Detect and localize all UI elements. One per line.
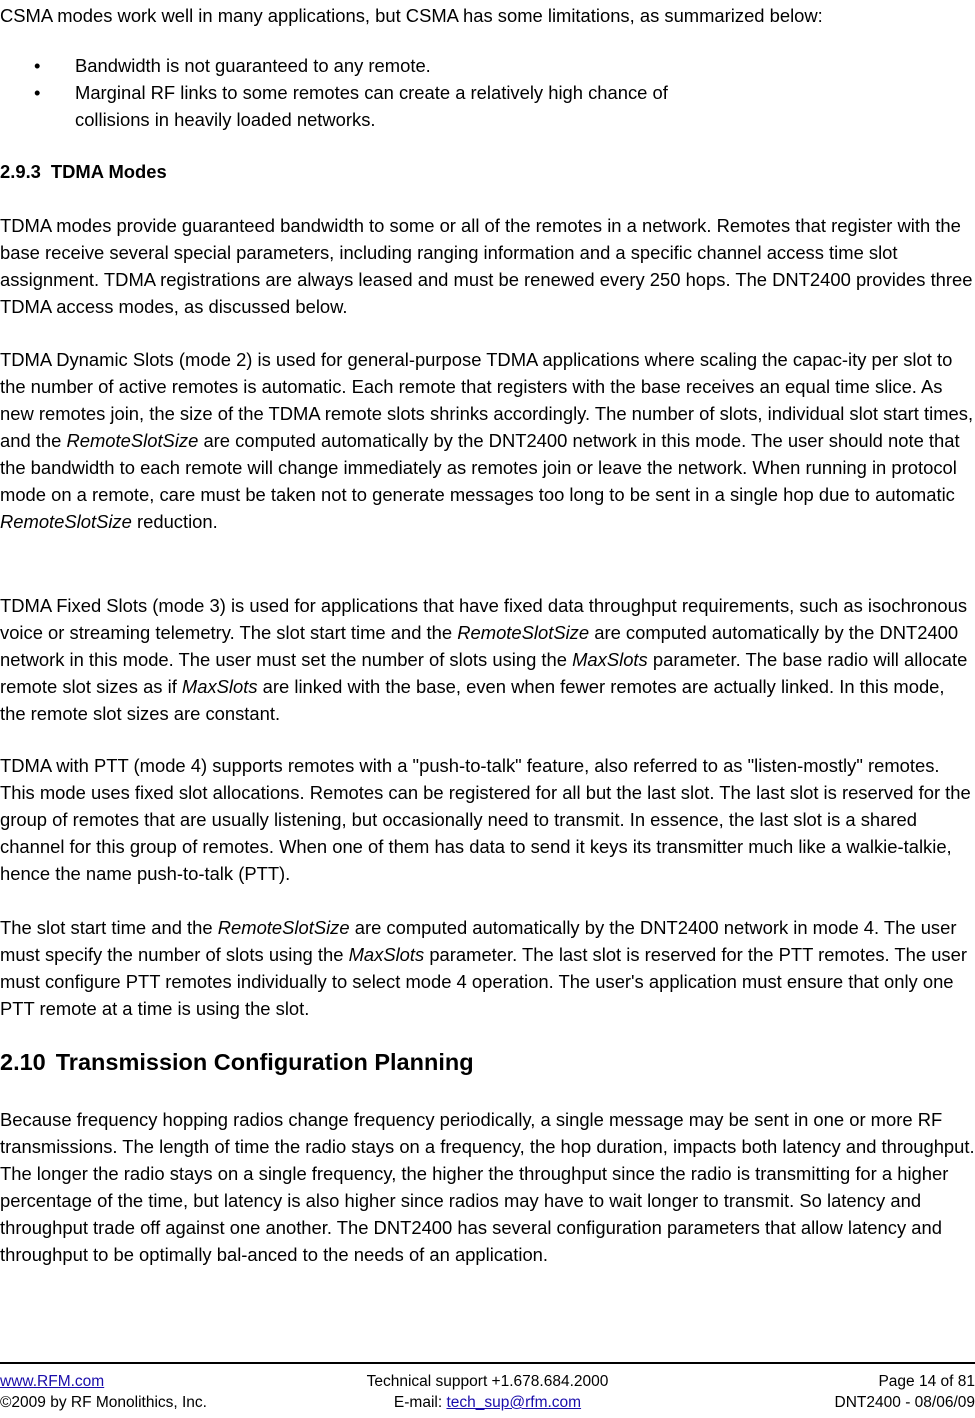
list-item: • Marginal RF links to some remotes can create a relatively high chance of [0,79,975,106]
limitations-list [0,52,975,133]
transmission-planning-paragraph: Because frequency hopping radios change frequency periodically, a single message may be sent in one or more RF transmissions. The length of time the radio stays on a frequency, the hop duration, impacts both latency and throughput. The longer the radio stays on a single frequency, the higher the throughput since the radio is transmitting for a higher percentage of the time, but latency is also higher since radios may have to wait longer to transmit. So latency and throughput trade off against one another. The DNT2400 has several configuration parameters that allow latency and throughput to be optimally bal-anced to the needs of an application. [0,1109,975,1265]
tdma-intro-paragraph: TDMA modes provide guaranteed bandwidth to some or all of the remotes in a network. Remotes that register with the base receive several special parameters, including ranging information and a specific channel access time slot assignment. TDMA registrations are always leased and must be renewed every 250 hops. The DNT2400 provides three TDMA access modes, as discussed below. [0,215,973,317]
bullet-icon: • [34,55,41,76]
fixed-slots-paragraph: TDMA Fixed Slots (mode 3) is used for applications that have fixed data throughput requirements, such as isochronous voice or streaming telemetry. The slot start time and the RemoteSlotSize are computed automatically by the DNT2400 network in this mode. The user must set the number of slots using the MaxSlots parameter. The base radio will allocate remote slot sizes as if MaxSlots are linked with the base, even when fewer remotes are actually linked. In this mode, the remote slot sizes are constant. [0,595,968,724]
support-email: E-mail: tech_sup@rfm.com [393,1394,582,1411]
footer-divider [0,1362,975,1364]
copyright: ©2009 by RF Monolithics, Inc. [0,1394,207,1411]
bullet-icon: • [34,82,41,103]
section-title: TDMA Modes [50,161,167,182]
section-title: Transmission Configuration Planning [55,1049,474,1075]
list-item: • Bandwidth is not guaranteed to any remote. [0,52,975,79]
dynamic-slots-paragraph: TDMA Dynamic Slots (mode 2) is used for general-purpose TDMA applications where scaling the capac-ity per slot to the number of active remotes is automatic. Each remote that registers with the base receives an equal time slice. As new remotes join, the size of the TDMA remote slots shrinks accordingly. The number of slots, individual slot start times, and the RemoteSlotSize are computed automatically by the DNT2400 network in this mode. The user should note that the bandwidth to each remote will change immediately as remotes join or leave the network. When running in protocol mode on a remote, care must be taken not to generate messages too long to be sent in a single hop due to automatic RemoteSlotSize reduction. [0,349,974,532]
ptt-slot-paragraph: The slot start time and the RemoteSlotSize are computed automatically by the DNT2400 network in mode 4. The user must specify the number of slots using the MaxSlots parameter. The last slot is reserved for the PTT remotes. The user must configure PTT remotes individually to select mode 4 operation. The user's application must ensure that only one PTT remote at a time is using the slot. [0,917,967,1019]
section-heading-2-10 [0,1047,975,1077]
section-number: 2.9.3 [0,161,41,182]
ptt-paragraph: TDMA with PTT (mode 4) supports remotes with a "push-to-talk" feature, also referred to as "listen-mostly" remotes. This mode uses fixed slot allocations. Remotes can be registered for all but the last slot. The last slot is reserved for the group of remotes that are usually listening, but occasionally need to transmit. In essence, the last slot is a shared channel for this group of remotes. When one of them has data to send it keys its transmitter much like a walkie-talkie, hence the name push-to-talk (PTT). [0,755,971,884]
support-phone: Technical support +1.678.684.2000 [366,1373,609,1390]
page-number: Page 14 of 81 [878,1373,975,1390]
email-link[interactable]: tech_sup@rfm.com [446,1394,582,1411]
intro-paragraph: CSMA modes work well in many applications, but CSMA has some limitations, as summarized below: [0,5,823,26]
website-link[interactable]: www.RFM.com [0,1373,105,1390]
document-id: DNT2400 - 08/06/09 [834,1394,975,1411]
section-heading-2-9-3 [0,158,975,185]
section-number: 2.10 [0,1049,46,1075]
list-item-continuation: collisions in heavily loaded networks. [75,109,376,130]
